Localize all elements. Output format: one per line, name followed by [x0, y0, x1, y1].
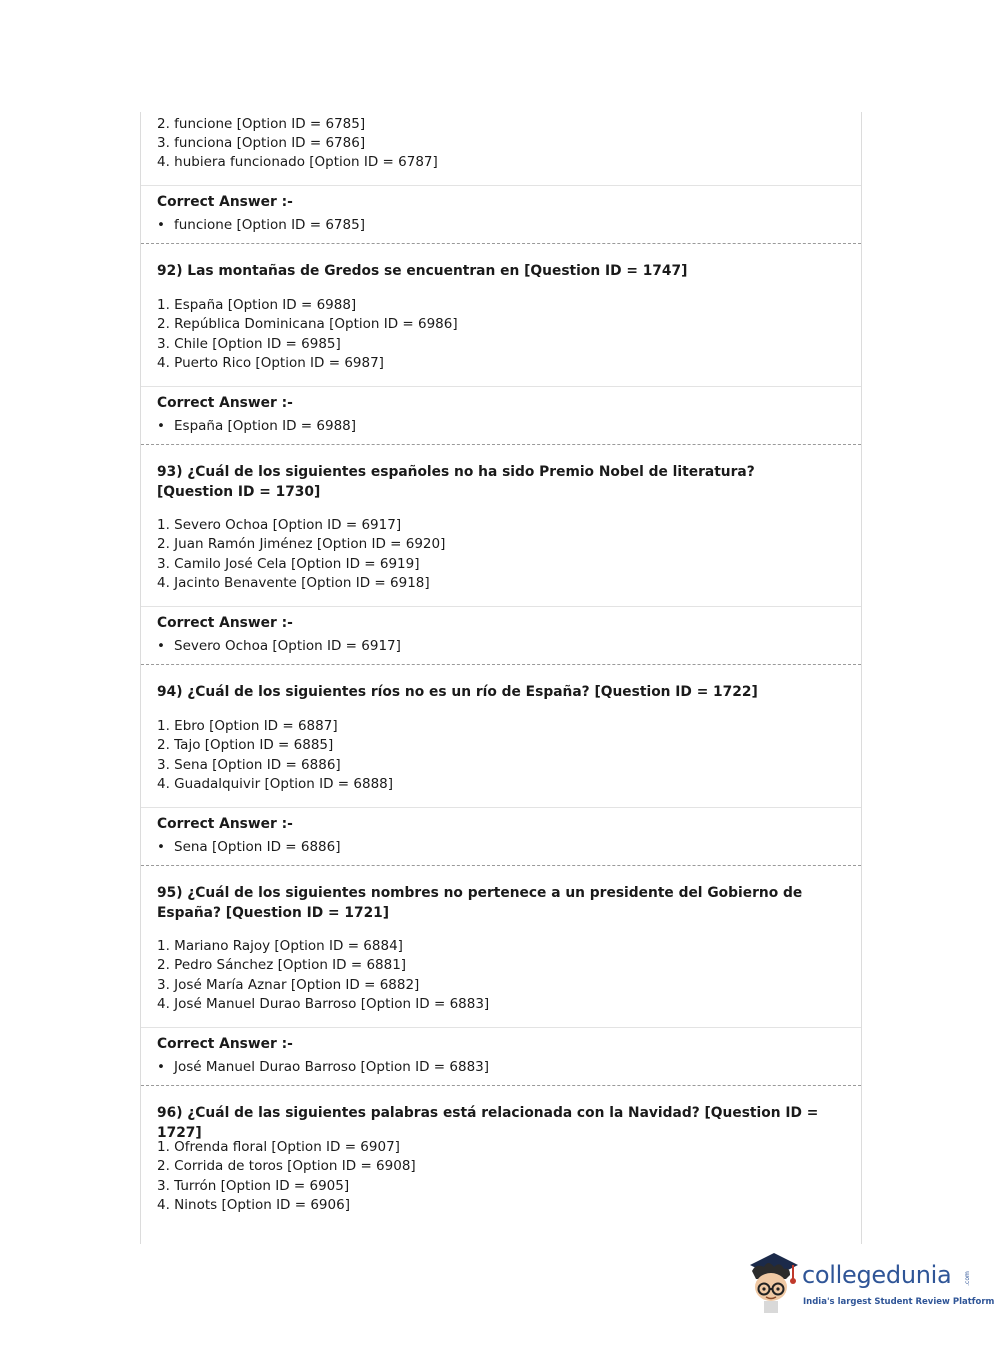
question-paper-frame	[140, 112, 862, 1244]
option-item: 2. Tajo [Option ID = 6885]	[157, 737, 334, 753]
question-title: 95) ¿Cuál de los siguientes nombres no pertenece a un presidente del Gobierno de España? [Question ID = 1721]	[157, 885, 803, 921]
logo-suffix: .com	[963, 1271, 971, 1286]
divider	[141, 386, 861, 387]
divider	[141, 606, 861, 607]
option-item: 1. Severo Ochoa [Option ID = 6917]	[157, 517, 402, 533]
question-separator	[141, 664, 861, 665]
option-item: 3. funciona [Option ID = 6786]	[157, 135, 366, 151]
option-item: 4. Jacinto Benavente [Option ID = 6918]	[157, 575, 430, 591]
option-item: 1. España [Option ID = 6988]	[157, 297, 357, 313]
option-item: 1. Ebro [Option ID = 6887]	[157, 718, 338, 734]
question-separator	[141, 444, 861, 445]
option-item: 4. Guadalquivir [Option ID = 6888]	[157, 776, 394, 792]
question-title: 94) ¿Cuál de los siguientes ríos no es un río de España? [Question ID = 1722]	[157, 684, 758, 700]
correct-answer-value: • Sena [Option ID = 6886]	[157, 838, 341, 857]
option-item: 1. Ofrenda floral [Option ID = 6907]	[157, 1139, 400, 1155]
correct-answer-value: • José Manuel Durao Barroso [Option ID = 6883]	[157, 1058, 489, 1077]
question-separator	[141, 1085, 861, 1086]
correct-answer-value: • funcione [Option ID = 6785]	[157, 216, 365, 235]
correct-answer-label: Correct Answer :-	[157, 615, 293, 631]
option-item: 1. Mariano Rajoy [Option ID = 6884]	[157, 938, 403, 954]
question-title: 96) ¿Cuál de las siguientes palabras está relacionada con la Navidad? [Question ID = 1727]	[157, 1105, 819, 1141]
option-item: 3. Sena [Option ID = 6886]	[157, 757, 341, 773]
option-item: 2. Corrida de toros [Option ID = 6908]	[157, 1158, 416, 1174]
option-item: 4. José Manuel Durao Barroso [Option ID = 6883]	[157, 996, 490, 1012]
logo-wordmark: collegedunia	[802, 1261, 952, 1289]
divider	[141, 1027, 861, 1028]
option-item: 3. Turrón [Option ID = 6905]	[157, 1178, 350, 1194]
question-title: 92) Las montañas de Gredos se encuentran en [Question ID = 1747]	[157, 263, 688, 279]
divider	[141, 185, 861, 186]
correct-answer-label: Correct Answer :-	[157, 1036, 293, 1052]
question-separator	[141, 243, 861, 244]
correct-answer-label: Correct Answer :-	[157, 194, 293, 210]
logo-tagline: India's largest Student Review Platform	[803, 1297, 995, 1307]
question-separator	[141, 865, 861, 866]
option-item: 3. Camilo José Cela [Option ID = 6919]	[157, 556, 420, 572]
option-item: 2. Juan Ramón Jiménez [Option ID = 6920]	[157, 536, 446, 552]
collegedunia-logo[interactable]	[742, 1249, 995, 1319]
correct-answer-label: Correct Answer :-	[157, 816, 293, 832]
mascot-icon	[742, 1249, 802, 1313]
option-item: 3. Chile [Option ID = 6985]	[157, 336, 341, 352]
correct-answer-value: • Severo Ochoa [Option ID = 6917]	[157, 637, 401, 656]
option-item: 2. Pedro Sánchez [Option ID = 6881]	[157, 957, 407, 973]
option-item: 2. República Dominicana [Option ID = 6986]	[157, 316, 458, 332]
question-title: 93) ¿Cuál de los siguientes españoles no ha sido Premio Nobel de literatura? [Question ID = 1730]	[157, 464, 755, 500]
option-item: 3. José María Aznar [Option ID = 6882]	[157, 977, 420, 993]
option-item: 2. funcione [Option ID = 6785]	[157, 116, 366, 132]
option-item: 4. Puerto Rico [Option ID = 6987]	[157, 355, 384, 371]
divider	[141, 807, 861, 808]
correct-answer-value: • España [Option ID = 6988]	[157, 417, 356, 436]
option-item: 4. Ninots [Option ID = 6906]	[157, 1197, 350, 1213]
correct-answer-label: Correct Answer :-	[157, 395, 293, 411]
option-item: 4. hubiera funcionado [Option ID = 6787]	[157, 154, 438, 170]
